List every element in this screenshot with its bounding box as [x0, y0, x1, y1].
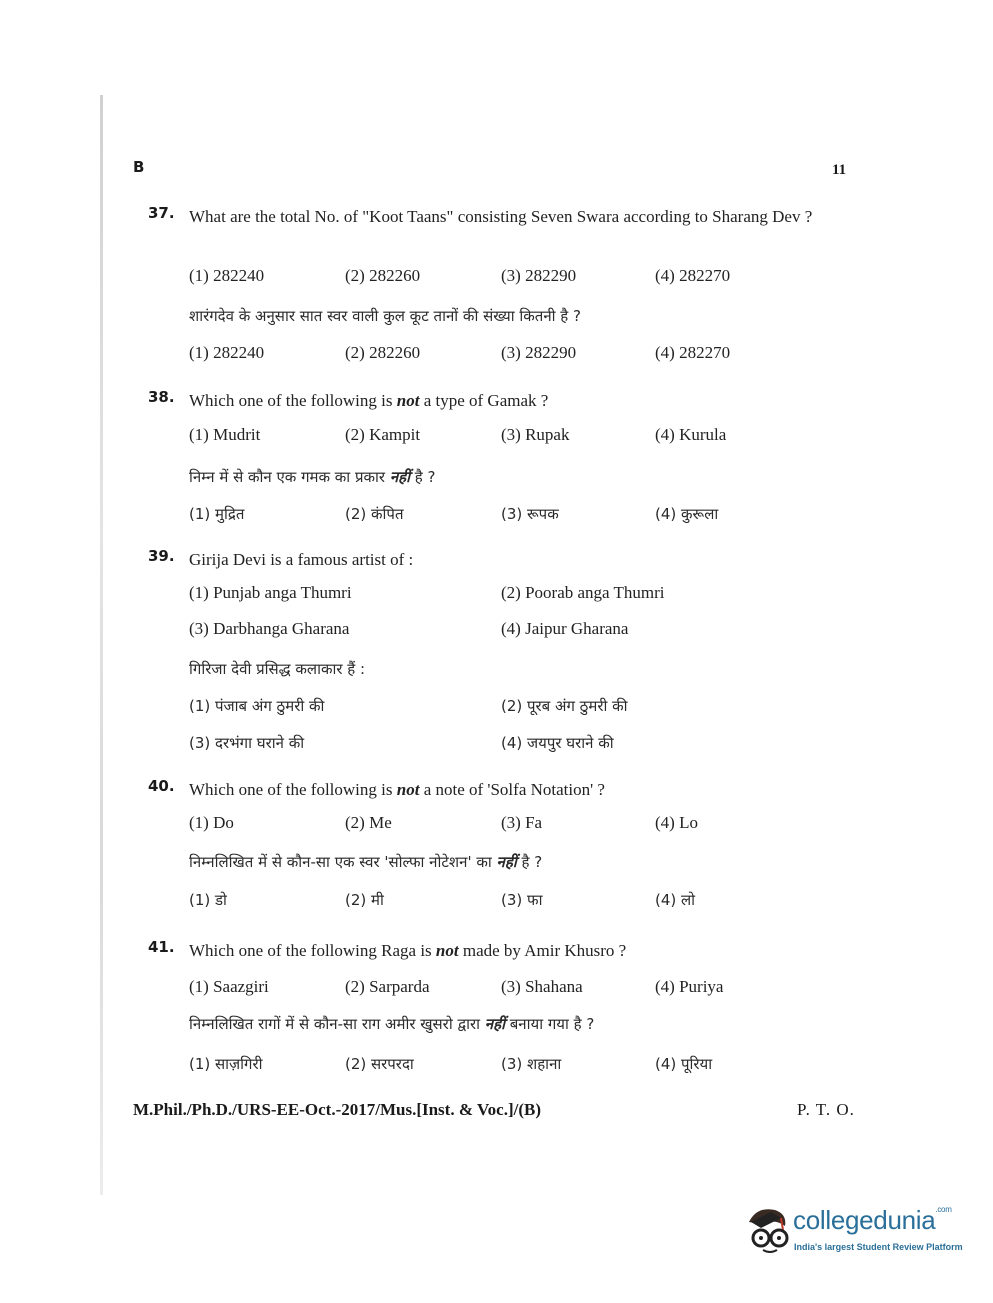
- option-4: (4) 282270: [655, 266, 731, 285]
- option-2: (2) मी: [345, 891, 384, 909]
- option-1: (1) मुद्रित: [189, 505, 245, 523]
- option-4: (4) Jaipur Gharana: [501, 619, 629, 638]
- option-4: (4) 282270: [655, 343, 731, 362]
- option-4: (4) Puriya: [655, 977, 724, 996]
- question-number: 39.: [148, 547, 175, 565]
- question-text-hi: गिरिजा देवी प्रसिद्ध कलाकार हैं :: [189, 660, 366, 678]
- option-2: (2) Kampit: [345, 425, 421, 444]
- emphasis-not: not: [396, 780, 420, 799]
- option-3: (3) रूपक: [501, 505, 559, 523]
- option-1: (1) 282240: [189, 266, 265, 285]
- question-number: 40.: [148, 777, 175, 795]
- option-3: (3) Darbhanga Gharana: [189, 619, 350, 638]
- set-letter: B: [133, 158, 145, 176]
- option-4: (4) पूरिया: [655, 1055, 713, 1073]
- mascot-logo-icon: [737, 1200, 795, 1258]
- option-1: (1) पंजाब अंग ठुमरी की: [189, 697, 325, 715]
- option-1: (1) 282240: [189, 343, 265, 362]
- question-text-en: Which one of the following Raga is not made by Amir Khusro ?: [189, 941, 627, 960]
- option-4: (4) लो: [655, 891, 696, 909]
- question-text-en: Which one of the following is not a type of Gamak ?: [189, 391, 549, 410]
- question-text-hi: शारंगदेव के अनुसार सात स्वर वाली कुल कूट तानों की संख्या कितनी है ?: [189, 307, 581, 325]
- question-text-en: What are the total No. of "Koot Taans" consisting Seven Swara according to Sharang Dev ?: [189, 207, 813, 226]
- option-4: (4) Kurula: [655, 425, 727, 444]
- question-number: 37.: [148, 204, 175, 222]
- option-4: (4) Lo: [655, 813, 698, 832]
- brand-suffix: .com: [935, 1205, 952, 1214]
- brand-tagline: India's largest Student Review Platform: [794, 1242, 963, 1252]
- question-text-hi: निम्नलिखित रागों में से कौन-सा राग अमीर खुसरो द्वारा नहीं बनाया गया है ?: [189, 1015, 595, 1033]
- option-1: (1) Punjab anga Thumri: [189, 583, 352, 602]
- question-text-en: Girija Devi is a famous artist of :: [189, 550, 414, 569]
- option-1: (1) साज़गिरी: [189, 1055, 263, 1073]
- option-1: (1) Mudrit: [189, 425, 261, 444]
- option-3: (3) Fa: [501, 813, 543, 832]
- please-turn-over: P. T. O.: [797, 1100, 855, 1119]
- option-3: (3) 282290: [501, 266, 577, 285]
- option-2: (2) Poorab anga Thumri: [501, 583, 665, 602]
- option-2: (2) Sarparda: [345, 977, 430, 996]
- scan-edge-shadow: [100, 95, 103, 1195]
- emphasis-not: not: [396, 391, 420, 410]
- option-2: (2) Me: [345, 813, 392, 832]
- option-2: (2) कंपित: [345, 505, 404, 523]
- option-2: (2) सरपरदा: [345, 1055, 414, 1073]
- brand-name: collegedunia$^{.com}$: [793, 1205, 952, 1235]
- option-2: (2) 282260: [345, 343, 421, 362]
- option-3: (3) Rupak: [501, 425, 570, 444]
- option-3: (3) शहाना: [501, 1055, 562, 1073]
- option-1: (1) Saazgiri: [189, 977, 269, 996]
- option-3: (3) फा: [501, 891, 543, 909]
- option-4: (4) जयपुर घराने की: [501, 734, 614, 752]
- question-text-hi: निम्नलिखित में से कौन-सा एक स्वर 'सोल्फा नोटेशन' का नहीं है ?: [189, 853, 543, 871]
- page-number: 11: [832, 162, 847, 178]
- option-1: (1) Do: [189, 813, 234, 832]
- question-number: 38.: [148, 388, 175, 406]
- option-1: (1) डो: [189, 891, 227, 909]
- option-2: (2) 282260: [345, 266, 421, 285]
- question-text-en: Which one of the following is not a note of 'Solfa Notation' ?: [189, 780, 605, 799]
- option-3: (3) दरभंगा घराने की: [189, 734, 305, 752]
- option-3: (3) Shahana: [501, 977, 583, 996]
- option-4: (4) कुरूला: [655, 505, 719, 523]
- question-text-hi: निम्न में से कौन एक गमक का प्रकार नहीं है ?: [189, 468, 436, 486]
- collegedunia-watermark: [737, 1195, 967, 1265]
- option-2: (2) पूरब अंग ठुमरी की: [501, 697, 628, 715]
- emphasis-not: not: [435, 941, 459, 960]
- option-3: (3) 282290: [501, 343, 577, 362]
- question-number: 41.: [148, 938, 175, 956]
- paper-code: M.Phil./Ph.D./URS-EE-Oct.-2017/Mus.[Inst. & Voc.]/(B): [133, 1100, 541, 1119]
